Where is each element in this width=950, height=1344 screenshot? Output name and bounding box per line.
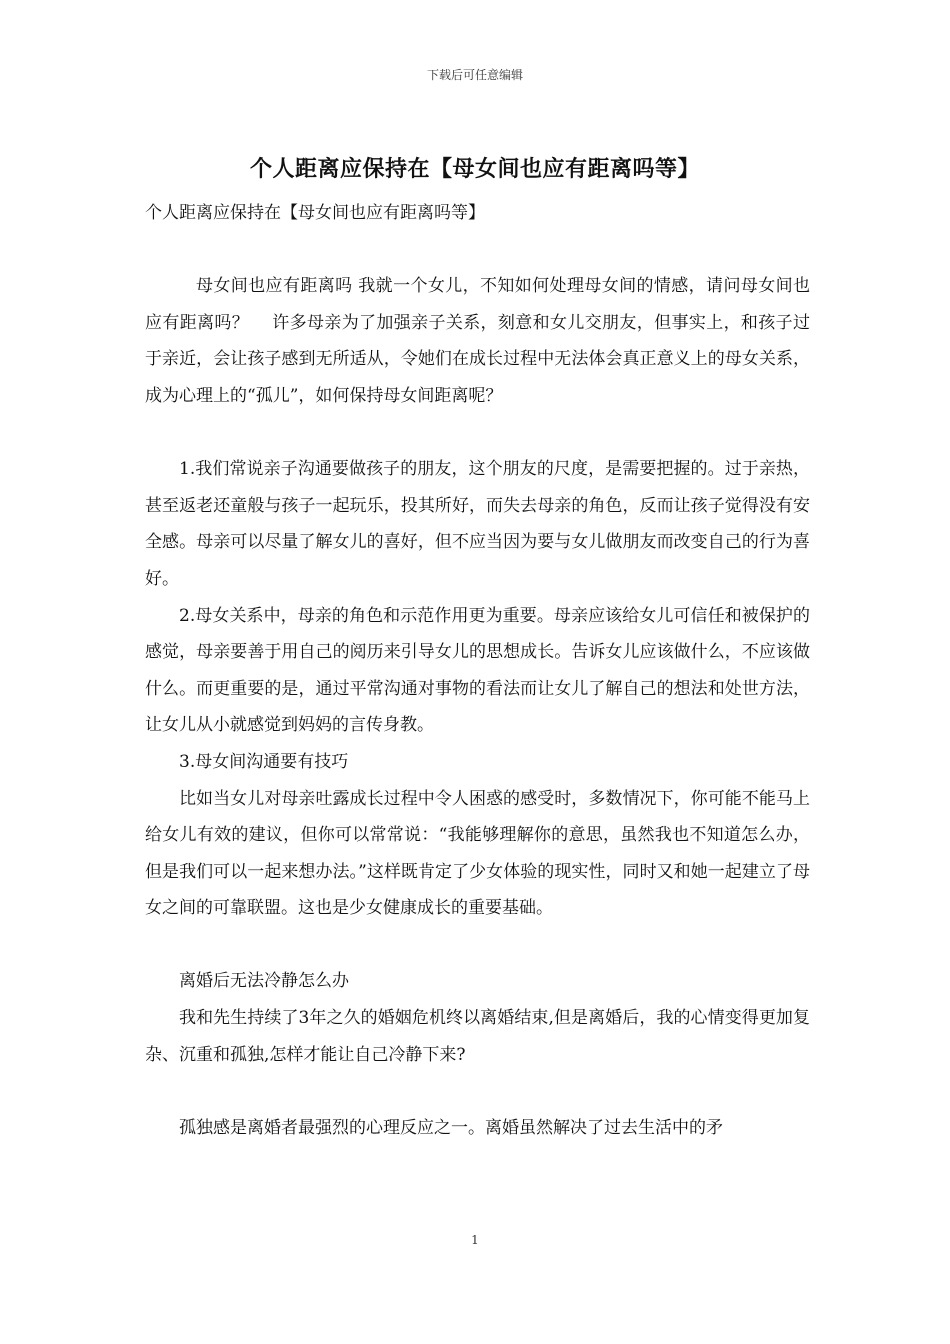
header-note: 下载后可任意编辑 bbox=[426, 68, 523, 82]
paragraph-divorce-answer: 孤独感是离婚者最强烈的心理反应之一。离婚虽然解决了过去生活中的矛 bbox=[179, 1117, 723, 1138]
section-heading-divorce: 离婚后无法冷静怎么办 bbox=[179, 971, 349, 992]
subtitle-paragraph: 个人距离应保持在【母女间也应有距离吗等】 bbox=[145, 203, 485, 223]
paragraph-point-3-heading: 3.母女间沟通要有技巧 bbox=[179, 751, 349, 772]
paragraph-divorce-question: 我和先生持续了3年之久的婚姻危机终以离婚结束,但是离婚后，我的心情变得更加复杂、沉重和孤独,怎样才能让自己冷静下来? bbox=[145, 1008, 810, 1065]
blank-line bbox=[145, 415, 810, 452]
paragraph-point-2: 2.母女关系中，母亲的角色和示范作用更为重要。母亲应该给女儿可信任和被保护的感觉，母亲要善于用自己的阅历来引导女儿的思想成长。告诉女儿应该做什么，不应该做什么。而更重要的是，通过平常沟通对事物的看法而让女儿了解自己的想法和处世方法，让女儿从小就感觉到妈妈的言传身教。 bbox=[145, 605, 810, 736]
document-title: 个人距离应保持在【母女间也应有距离吗等】 bbox=[249, 156, 700, 182]
paragraph-intro: 母女间也应有距离吗 我就一个女儿，不知如何处理母女间的情感，请问母女间也应有距离吗？ 许多母亲为了加强亲子关系，刻意和女儿交朋友，但事实上，和孩子过于亲近，会让孩子感到无所适从，令她们在成长过程中无法体会真正意义上的母女关系，成为心理上的“孤儿”，如何保持母女间距离呢？ bbox=[145, 276, 810, 406]
document-body bbox=[145, 195, 810, 1146]
page-number: 1 bbox=[471, 1233, 479, 1247]
paragraph-point-1: 1.我们常说亲子沟通要做孩子的朋友，这个朋友的尺度，是需要把握的。过于亲热，甚至返老还童般与孩子一起玩乐，投其所好，而失去母亲的角色，反而让孩子觉得没有安全感。母亲可以尽量了解女儿的喜好，但不应当因为要与女儿做朋友而改变自己的行为喜好。 bbox=[145, 459, 810, 589]
blank-line bbox=[145, 927, 810, 964]
paragraph-point-3-body: 比如当女儿对母亲吐露成长过程中令人困惑的感受时，多数情况下，你可能不能马上给女儿有效的建议，但你可以常常说：“我能够理解你的意思，虽然我也不知道怎么办，但是我们可以一起来想办法。”这样既肯定了少女体验的现实性，同时又和她一起建立了母女之间的可靠联盟。这也是少女健康成长的重要基础。 bbox=[145, 788, 810, 919]
blank-line bbox=[145, 232, 810, 269]
blank-line bbox=[145, 1073, 810, 1110]
